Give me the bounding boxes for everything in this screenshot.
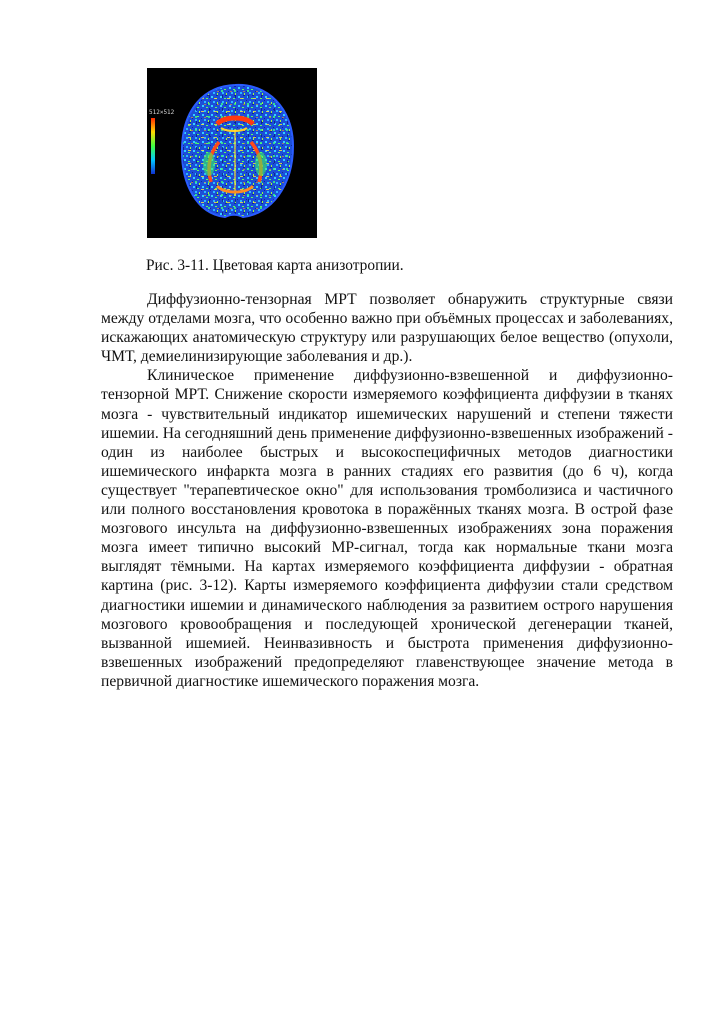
anisotropy-color-map-image	[147, 68, 317, 238]
image-dimensions-label: 512×512	[149, 109, 175, 116]
color-scale-bar	[151, 118, 155, 174]
body-text	[101, 290, 673, 691]
brain-mri-illustration	[147, 68, 317, 238]
figure-caption: Рис. 3-11. Цветовая карта анизотропии.	[146, 257, 404, 274]
paragraph-clinical-use: Клиническое применение диффузионно-взвешенной и диффузионно-тензорной МРТ. Снижение скорости измеряемого коэффициента диффузии в тканях мозга - чувствительный индикатор ишемических нарушений и степени тяжести ишемии. На сегодняшний день применение диффузионно-взвешенных изображений - один из наиболее быстрых и высокоспецифичных методов диагностики ишемического инфаркта мозга в ранних стадиях его развития (до 6 ч), когда существует "терапевтическое окно" для использования тромболизиса и частичного или полного восстановления кровотока в поражённых тканях мозга. В острой фазе мозгового инсульта на диффузионно-взвешенных изображениях зона поражения мозга имеет типично высокий МР-сигнал, тогда как нормальные ткани мозга выглядят тёмными. На картах измеряемого коэффициента диффузии - обратная картина (рис. 3-12). Карты измеряемого коэффициента диффузии стали средством диагностики ишемии и динамического наблюдения за развитием острого нарушения мозгового кровообращения и последующей хронической дегенерации тканей, вызванной ишемией. Неинвазивность и быстрота применения диффузионно-взвешенных изображений предопределяют главенствующее значение метода в первичной диагностике ишемического поражения мозга.	[101, 367, 673, 690]
paragraph-dti-overview: Диффузионно-тензорная МРТ позволяет обнаружить структурные связи между отделами мозга, что особенно важно при объёмных процессах и заболеваниях, искажающих анатомическую структуру или разрушающих белое вещество (опухоли, ЧМТ, демиелинизирующие заболевания и др.).	[101, 291, 673, 366]
